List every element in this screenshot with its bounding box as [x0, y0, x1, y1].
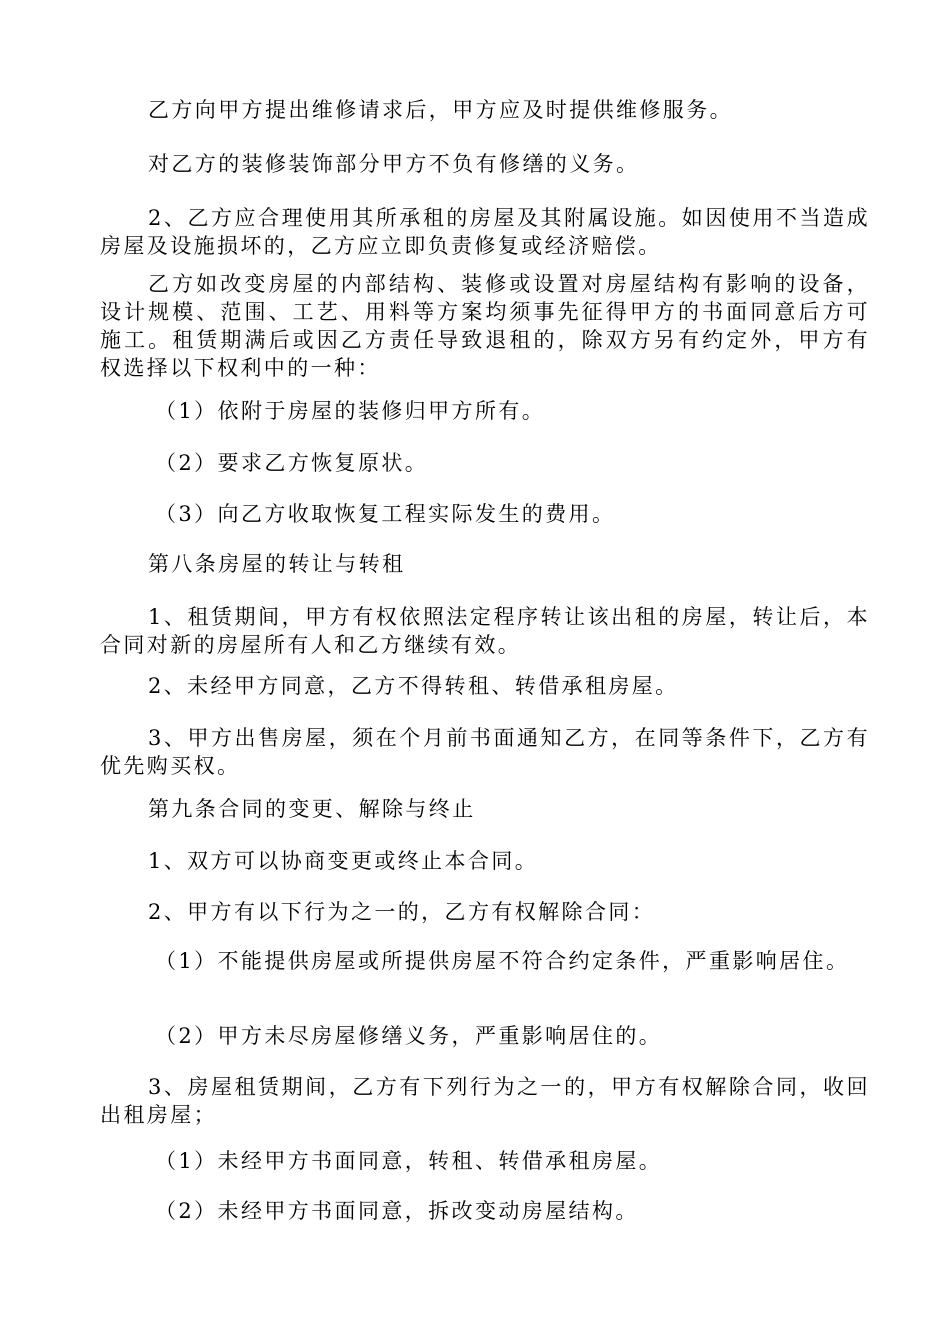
paragraph-option-2: （2）要求乙方恢复原状。	[155, 451, 429, 475]
paragraph-breach-1: （1）不能提供房屋或所提供房屋不符合约定条件，严重影响居住。	[155, 949, 850, 973]
paragraph-decoration-repair: 对乙方的装修装饰部分甲方不负有修缮的义务。	[148, 152, 640, 176]
paragraph-proper-use: 2、乙方应合理使用其所承租的房屋及其附属设施。如因使用不当造成房屋及设施损坏的，乙方应立即负责修复或经济赔偿。	[100, 206, 870, 258]
paragraph-option-3: （3）向乙方收取恢复工程实际发生的费用。	[155, 502, 616, 526]
paragraph-negotiate-change: 1、双方可以协商变更或终止本合同。	[148, 849, 539, 873]
paragraph-lessor-breach: 2、甲方有以下行为之一的，乙方有权解除合同：	[148, 900, 656, 924]
paragraph-lessee-breach: 3、房屋租赁期间，乙方有下列行为之一的，甲方有权解除合同，收回出租房屋；	[100, 1075, 870, 1127]
paragraph-transfer: 1、租赁期间，甲方有权依照法定程序转让该出租的房屋，转让后，本合同对新的房屋所有人和乙方继续有效。	[100, 605, 870, 657]
paragraph-sale-notice: 3、甲方出售房屋，须在个月前书面通知乙方，在同等条件下，乙方有优先购买权。	[100, 726, 870, 778]
paragraph-no-sublease: 2、未经甲方同意，乙方不得转租、转借承租房屋。	[148, 674, 679, 698]
heading-article-8: 第八条房屋的转让与转租	[148, 552, 406, 576]
paragraph-repair-request: 乙方向甲方提出维修请求后，甲方应及时提供维修服务。	[148, 98, 733, 122]
paragraph-structure-change: 乙方如改变房屋的内部结构、装修或设置对房屋结构有影响的设备，设计规模、范围、工艺、用料等方案均须事先征得甲方的书面同意后方可施工。租赁期满后或因乙方责任导致退租的，除双方另有约定外，甲方有权选择以下权利中的一种：	[100, 272, 870, 380]
paragraph-lessee-breach-2: （2）未经甲方书面同意，拆改变动房屋结构。	[155, 1199, 639, 1223]
paragraph-lessee-breach-1: （1）未经甲方书面同意，转租、转借承租房屋。	[155, 1149, 663, 1173]
paragraph-option-1: （1）依附于房屋的装修归甲方所有。	[155, 399, 546, 423]
heading-article-9: 第九条合同的变更、解除与终止	[148, 797, 476, 821]
paragraph-breach-2: （2）甲方未尽房屋修缮义务，严重影响居住的。	[155, 1024, 663, 1048]
